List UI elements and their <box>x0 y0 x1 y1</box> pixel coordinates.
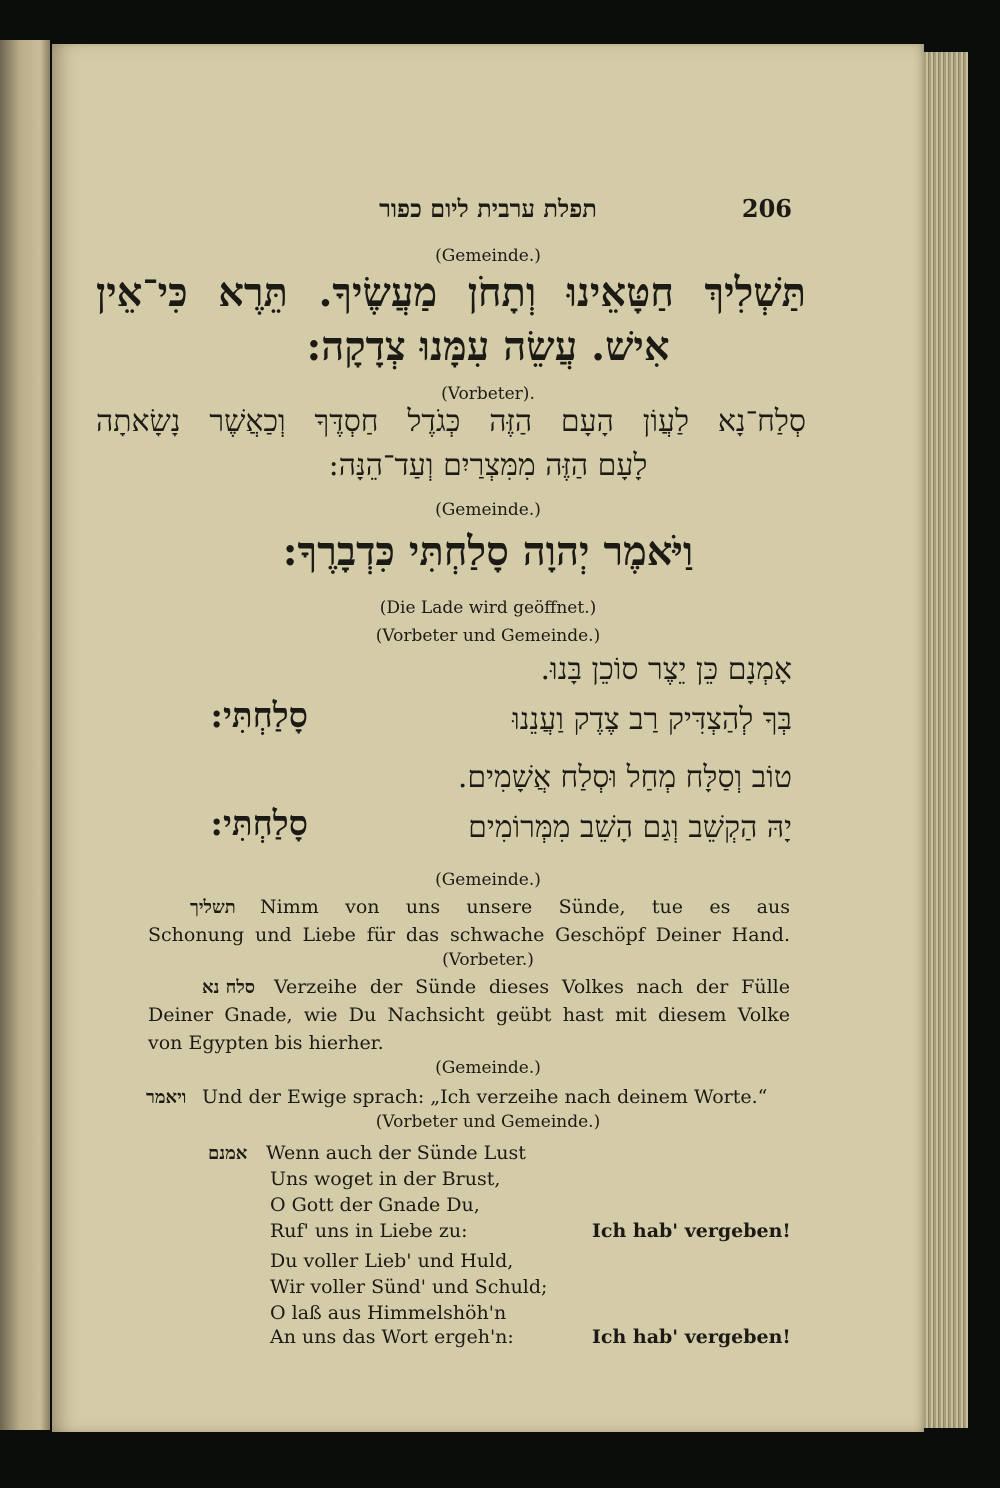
tashlich-german-line1: Nimm von uns unsere Sünde, tue es aus <box>260 896 790 918</box>
selach-german-line2: Deiner Gnade, wie Du Nachsicht geübt hast mit diesem Volke <box>148 1004 790 1026</box>
refrain-german: Ich hab' vergeben! <box>592 1326 791 1348</box>
tashlich-hebrew-line1: תַּשְׁלִיךְ חַטָּאֵינוּ וְתָחֹן מַעֲשֶׂיךָ. תֵּרֶא כִּי־אֵין <box>96 269 806 316</box>
facing-page-edge <box>0 40 50 1430</box>
tashlich-hebrew-line2: אִישׁ. עֲשֵׂה עִמָּנוּ צְדָקָה: <box>306 323 670 370</box>
label-vorbeter-gemeinde: (Vorbeter und Gemeinde.) <box>375 626 601 646</box>
poem-german-line: An uns das Wort ergeh'n: <box>270 1326 514 1348</box>
selach-hebrew-line1: סְלַח־נָא לַעֲוֹן הָעָם הַזֶּה כְּגֹדֶל חַסְדֶּךָ וְכַאֲשֶׁר נָשָׂאתָה <box>96 404 806 439</box>
poem-german-line: Ruf' uns in Liebe zu: <box>270 1220 468 1242</box>
keyword-tashlich: תשליך <box>190 897 236 918</box>
poem-german-line: O Gott der Gnade Du, <box>270 1194 480 1216</box>
keyword-vayomer: ויאמר <box>146 1087 187 1108</box>
vayomer-german: Und der Ewige sprach: „Ich verzeihe nach deinem Worte.“ <box>202 1086 768 1108</box>
book-page <box>52 44 924 1432</box>
label-gemeinde: (Gemeinde.) <box>435 870 541 890</box>
poem-hebrew-line1: אָמְנָם כֵּן יֵצֶר סוֹכֵן בָּנוּ. <box>540 652 792 687</box>
page-edges <box>924 52 968 1428</box>
poem-german-line: O laß aus Himmelshöh'n <box>270 1302 507 1324</box>
poem-hebrew-line4: יָהּ הַקְשֵׁב וְגַם הָשֵׁב מִמְּרוֹמִים <box>468 810 792 845</box>
poem-german-line: Du voller Lieb' und Huld, <box>270 1250 514 1272</box>
poem-german-line: Wir voller Sünd' und Schuld; <box>270 1276 548 1298</box>
label-gemeinde: (Gemeinde.) <box>435 246 541 266</box>
keyword-selach-na: סלח נא <box>202 977 255 998</box>
selach-german-line3: von Egypten bis hierher. <box>148 1032 384 1054</box>
poem-hebrew-line2: בְּךָ לְהַצְדִּיק רַב צֶדֶק וַעֲנֵנוּ <box>512 702 792 737</box>
label-gemeinde: (Gemeinde.) <box>435 1058 541 1078</box>
running-header: תפלת ערבית ליום כפור <box>379 194 597 223</box>
page-number: 206 <box>741 194 792 223</box>
keyword-amnam: אמנם <box>208 1143 248 1164</box>
poem-german-line: Wenn auch der Sünde Lust <box>266 1142 526 1164</box>
poem-hebrew-line3: טוֹב וְסַלָּח מְחַל וּסְלַח אֲשָׁמִים. <box>457 760 792 795</box>
refrain-hebrew: סָלַחְתִּי: <box>210 696 308 736</box>
selach-german-line1: Verzeihe der Sünde dieses Volkes nach der Fülle <box>274 976 790 998</box>
vayomer-hebrew: וַיֹּאמֶר יְהוָה סָלַחְתִּי כִּדְבָרֶךָ: <box>282 528 694 575</box>
refrain-german: Ich hab' vergeben! <box>592 1220 791 1242</box>
poem-german-line: Uns woget in der Brust, <box>270 1168 501 1190</box>
label-vorbeter-gemeinde: (Vorbeter und Gemeinde.) <box>375 1112 601 1132</box>
label-gemeinde: (Gemeinde.) <box>435 500 541 520</box>
refrain-hebrew: סָלַחְתִּי: <box>210 804 308 844</box>
tashlich-german-line2: Schonung und Liebe für das schwache Geschöpf Deiner Hand. <box>148 924 790 946</box>
label-vorbeter: (Vorbeter). <box>441 384 535 404</box>
selach-hebrew-line2: לָעָם הַזֶּה מִמִּצְרַיִם וְעַד־הֵנָּה: <box>328 448 648 483</box>
label-vorbeter: (Vorbeter.) <box>442 950 534 970</box>
label-lade: (Die Lade wird geöffnet.) <box>379 598 597 618</box>
